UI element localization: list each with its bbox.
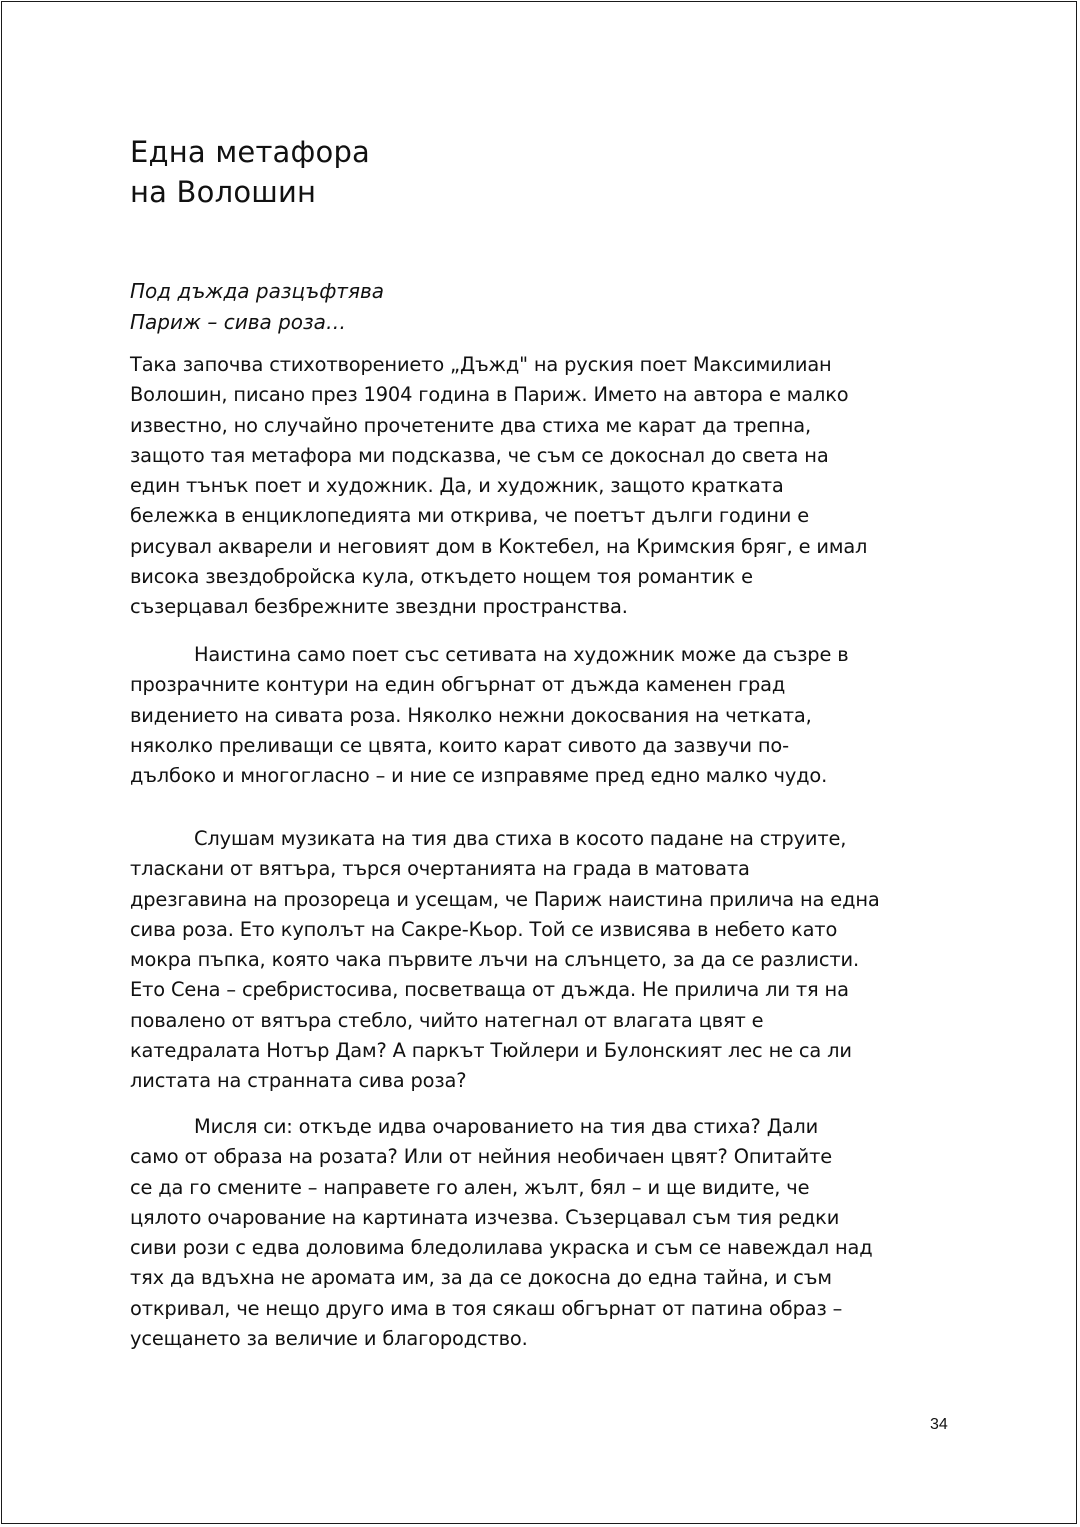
- epigraph: [130, 276, 384, 338]
- paragraph-line: цялото очарование на картината изчезва. Съзерцавал съм тия редки: [130, 1205, 840, 1229]
- paragraph-line: Ето Сена – сребристосива, посветваща от дъжда. Не прилича ли тя на: [130, 978, 849, 1002]
- paragraph-line: бележка в енциклопедията ми открива, че поетът дълги години е: [130, 504, 810, 528]
- paragraph-line: мокра пъпка, която чака първите лъчи на слънцето, за да се разлисти.: [130, 948, 859, 972]
- paragraph-2: [130, 640, 952, 791]
- paragraph-line: Слушам музиката на тия два стиха в косото падане на струите,: [194, 827, 847, 850]
- chapter-title: [130, 132, 370, 212]
- paragraph-line: защото тая метафора ми подсказва, че съм се докоснал до света на: [130, 443, 829, 467]
- page-number: 34: [930, 1416, 948, 1433]
- paragraph-line: Наистина само поет със сетивата на художник може да съзре в: [194, 643, 849, 666]
- paragraph-line: усещането за величие и благородство.: [130, 1327, 528, 1351]
- paragraph-line: катедралата Нотър Дам? А паркът Тюйлери и Булонският лес не са ли: [130, 1039, 852, 1063]
- epigraph-line-2: Париж – сива роза…: [130, 310, 346, 334]
- paragraph-line: тях да вдъхна не аромата им, за да се докосна до една тайна, и съм: [130, 1266, 832, 1290]
- chapter-title-line-1: Една метафора: [130, 135, 371, 169]
- paragraph-line: съзерцавал безбрежните звездни пространства.: [130, 595, 628, 619]
- paragraph-line: видението на сивата роза. Няколко нежни докосвания на четката,: [130, 703, 812, 727]
- paragraph-line: Волошин, писано през 1904 година в Париж. Името на автора е малко: [130, 383, 849, 407]
- paragraph-line: един тънък поет и художник. Да, и художник, защото кратката: [130, 474, 784, 498]
- paragraph-line: откривал, че нещо друго има в тоя сякаш обгърнат от патина образ –: [130, 1296, 843, 1320]
- page: [1, 1, 1077, 1524]
- chapter-title-line-2: на Волошин: [130, 175, 317, 209]
- paragraph-3: [130, 824, 952, 1097]
- paragraph-line: няколко преливащи се цвята, които карат сивото да зазвучи по-: [130, 733, 789, 757]
- paragraph-line: известно, но случайно прочетените два стиха ме карат да трепна,: [130, 413, 811, 437]
- paragraph-line: сива роза. Ето куполът на Сакре-Кьор. Той се извисява в небето като: [130, 917, 838, 941]
- paragraph-line: висока звездобройска кула, откъдето нощем тоя романтик е: [130, 565, 753, 589]
- paragraph-1: [130, 350, 952, 623]
- paragraph-line: рисувал акварели и неговият дом в Коктебел, на Кримския бряг, е имал: [130, 534, 868, 558]
- paragraph-line: дрезгавина на прозореца и усещам, че Париж наистина прилича на една: [130, 887, 880, 911]
- paragraph-line: Така започва стихотворението „Дъжд" на руския поет Максимилиан: [130, 353, 832, 376]
- paragraph-line: се да го смените – направете го ален, жълт, бял – и ще видите, че: [130, 1175, 810, 1199]
- paragraph-line: повалено от вятъра стебло, чийто натегнал от влагата цвят е: [130, 1008, 764, 1032]
- epigraph-line-1: Под дъжда разцъфтява: [130, 279, 385, 303]
- paragraph-line: тласкани от вятъра, търся очертанията на града в матовата: [130, 857, 750, 881]
- paragraph-line: сиви рози с едва доловима бледолилава украска и съм се навеждал над: [130, 1236, 873, 1260]
- paragraph-line: дълбоко и многогласно – и ние се изправяме пред едно малко чудо.: [130, 764, 828, 788]
- paragraph-line: листата на странната сива роза?: [130, 1069, 467, 1093]
- paragraph-line: само от образа на розата? Или от нейния необичаен цвят? Опитайте: [130, 1145, 833, 1169]
- paragraph-4: [130, 1112, 952, 1354]
- paragraph-line: прозрачните контури на един обгърнат от дъжда каменен град: [130, 673, 786, 697]
- paragraph-line: Мисля си: откъде идва очарованието на тия два стиха? Дали: [194, 1115, 819, 1138]
